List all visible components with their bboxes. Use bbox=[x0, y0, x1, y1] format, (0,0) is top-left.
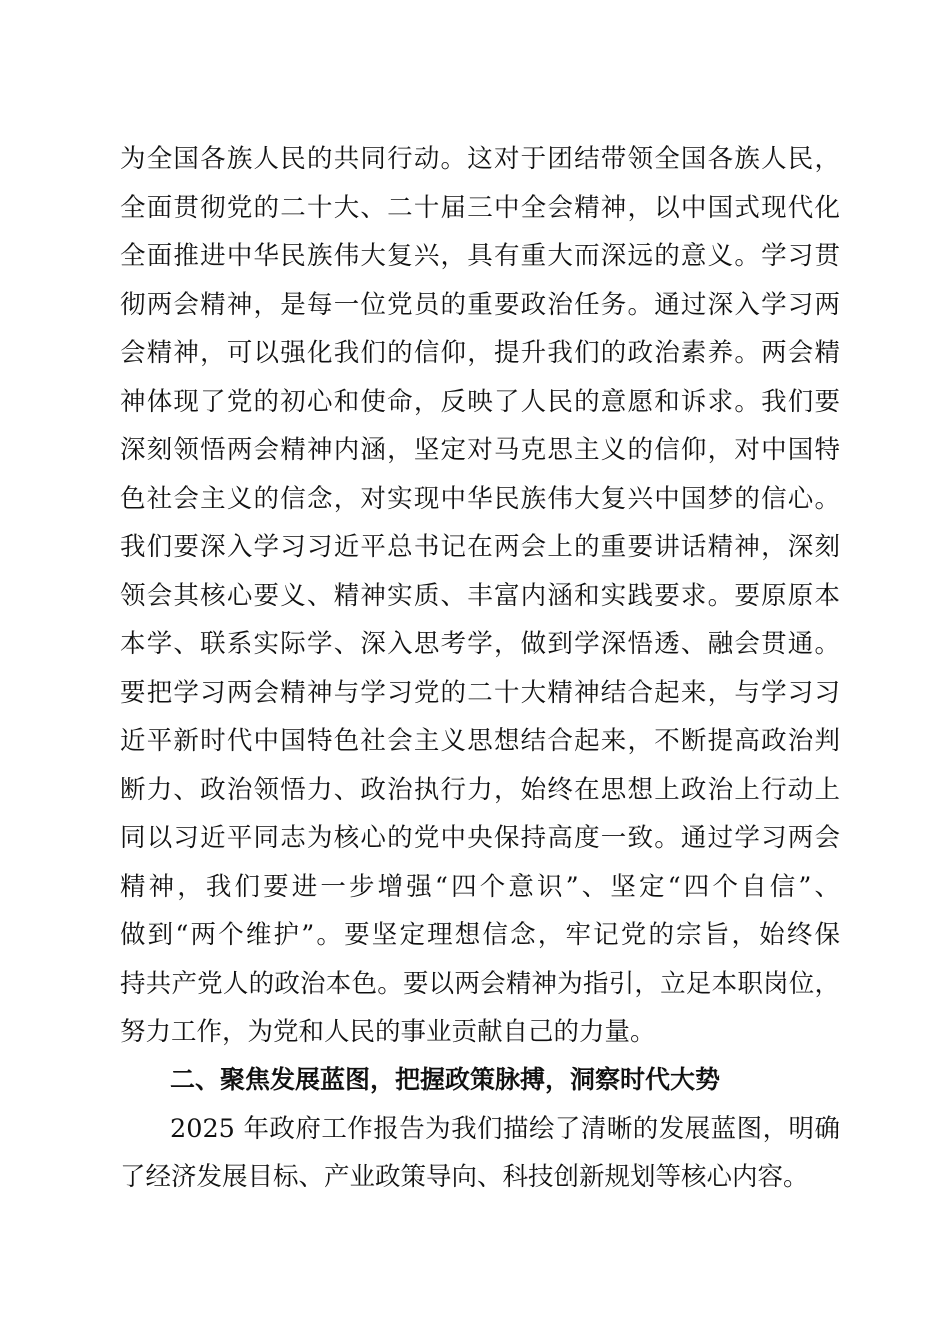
paragraph-line: 为全国各族人民的共同行动。这对于团结带领全国各族人民， bbox=[120, 144, 840, 174]
paragraph-line: 全面贯彻党的二十大、二十届三中全会精神，以中国式现代化 bbox=[120, 193, 840, 223]
paragraph-line: 色社会主义的信念，对实现中华民族伟大复兴中国梦的信心。 bbox=[120, 484, 840, 514]
paragraph-line: 了经济发展目标、产业政策导向、科技创新规划等核心内容。 bbox=[120, 1162, 809, 1192]
paragraph-line: 领会其核心要义、精神实质、丰富内涵和实践要求。要原原本 bbox=[120, 581, 840, 611]
section-heading: 二、聚焦发展蓝图，把握政策脉搏，洞察时代大势 bbox=[170, 1065, 721, 1094]
paragraph-line: 努力工作，为党和人民的事业贡献自己的力量。 bbox=[120, 1017, 656, 1047]
paragraph-line: 神体现了党的初心和使命，反映了人民的意愿和诉求。我们要 bbox=[120, 387, 840, 417]
paragraph-line: 断力、政治领悟力、政治执行力，始终在思想上政治上行动上 bbox=[120, 775, 840, 805]
paragraph-line: 做到“两个维护”。要坚定理想信念，牢记党的宗旨，始终保 bbox=[120, 920, 840, 950]
paragraph-line: 深刻领悟两会精神内涵，坚定对马克思主义的信仰，对中国特 bbox=[120, 435, 840, 465]
paragraph-line: 本学、联系实际学、深入思考学，做到学深悟透、融会贯通。 bbox=[120, 629, 840, 659]
paragraph-line: 同以习近平同志为核心的党中央保持高度一致。通过学习两会 bbox=[120, 823, 840, 853]
paragraph-line: 要把学习两会精神与学习党的二十大精神结合起来，与学习习 bbox=[120, 678, 840, 708]
paragraph-line: 全面推进中华民族伟大复兴，具有重大而深远的意义。学习贯 bbox=[120, 241, 840, 271]
paragraph-line: 近平新时代中国特色社会主义思想结合起来，不断提高政治判 bbox=[120, 726, 840, 756]
paragraph-line: 精神，我们要进一步增强“四个意识”、坚定“四个自信”、 bbox=[120, 872, 840, 902]
paragraph-line: 我们要深入学习习近平总书记在两会上的重要讲话精神，深刻 bbox=[120, 532, 840, 562]
paragraph-line: 持共产党人的政治本色。要以两会精神为指引，立足本职岗位， bbox=[120, 969, 840, 999]
paragraph-line: 彻两会精神，是每一位党员的重要政治任务。通过深入学习两 bbox=[120, 290, 840, 320]
paragraph-line: 会精神，可以强化我们的信仰，提升我们的政治素养。两会精 bbox=[120, 338, 840, 368]
paragraph-line: 2025 年政府工作报告为我们描绘了清晰的发展蓝图，明确 bbox=[170, 1114, 840, 1144]
